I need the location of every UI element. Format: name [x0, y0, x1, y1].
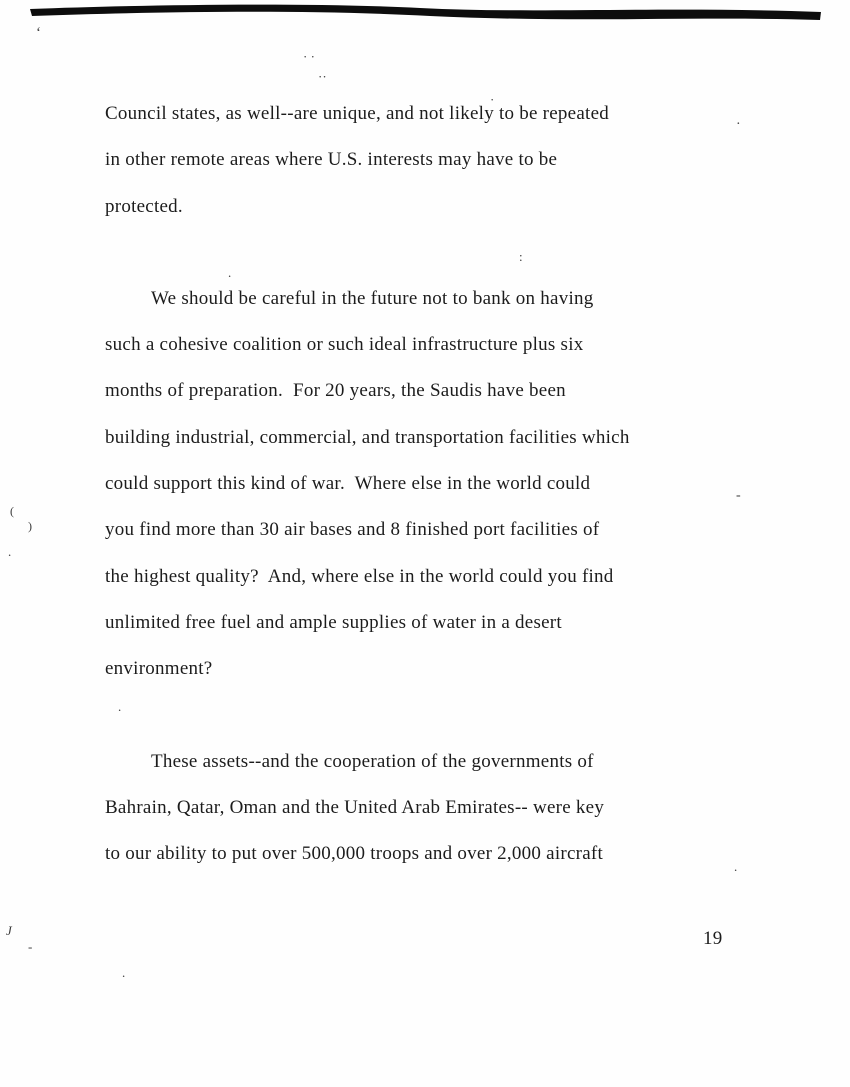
text-line: to our ability to put over 500,000 troops and over 2,000 aircraft — [105, 843, 604, 865]
scan-artifact-top-bar — [0, 0, 850, 30]
scan-speck: . — [734, 859, 738, 874]
text-line: environment? — [105, 658, 213, 680]
page-number: 19 — [703, 928, 723, 949]
scan-speck: ( — [10, 504, 14, 518]
scan-speck: · · — [303, 49, 315, 64]
text-line: unlimited free fuel and ample supplies of water in a desert — [105, 611, 562, 633]
scan-speck: . — [122, 965, 126, 980]
scan-speck: . — [8, 544, 12, 559]
text-line: in other remote areas where U.S. interests may have to be — [105, 149, 558, 171]
text-line: could support this kind of war. Where else in the world could — [105, 473, 591, 495]
scan-speck: - — [736, 488, 741, 503]
text-line: protected. — [105, 195, 183, 217]
scan-speck: : — [519, 249, 523, 264]
text-line: such a cohesive coalition or such ideal infrastructure plus six — [105, 334, 584, 356]
text-line: the highest quality? And, where else in the world could you find — [105, 565, 614, 587]
text-line: Council states, as well--are unique, and not likely to be repeated — [105, 103, 610, 124]
scan-speck: . — [228, 265, 232, 280]
scan-speck: · — [736, 117, 741, 132]
scan-speck: ·· — [318, 69, 327, 84]
scan-speck: ‘ — [36, 25, 41, 41]
text-line: We should be careful in the future not to bank on having — [151, 287, 594, 309]
text-line: building industrial, commercial, and transportation facilities which — [105, 426, 630, 448]
paragraph — [105, 288, 725, 705]
scan-speck: ) — [28, 519, 32, 533]
scan-speck: · — [490, 92, 495, 107]
text-line: Bahrain, Qatar, Oman and the United Arab Emirates-- were key — [105, 796, 605, 818]
scan-speck: . — [118, 699, 122, 714]
text-line: you find more than 30 air bases and 8 finished port facilities of — [105, 519, 600, 541]
text-line: months of preparation. For 20 years, the Saudis have been — [105, 380, 566, 402]
scan-speck: J — [6, 923, 12, 938]
paragraph — [105, 103, 725, 242]
paragraph — [105, 751, 725, 890]
text-line: These assets--and the cooperation of the governments of — [151, 750, 594, 772]
scan-speck: - — [28, 939, 33, 954]
document-body — [105, 103, 725, 889]
